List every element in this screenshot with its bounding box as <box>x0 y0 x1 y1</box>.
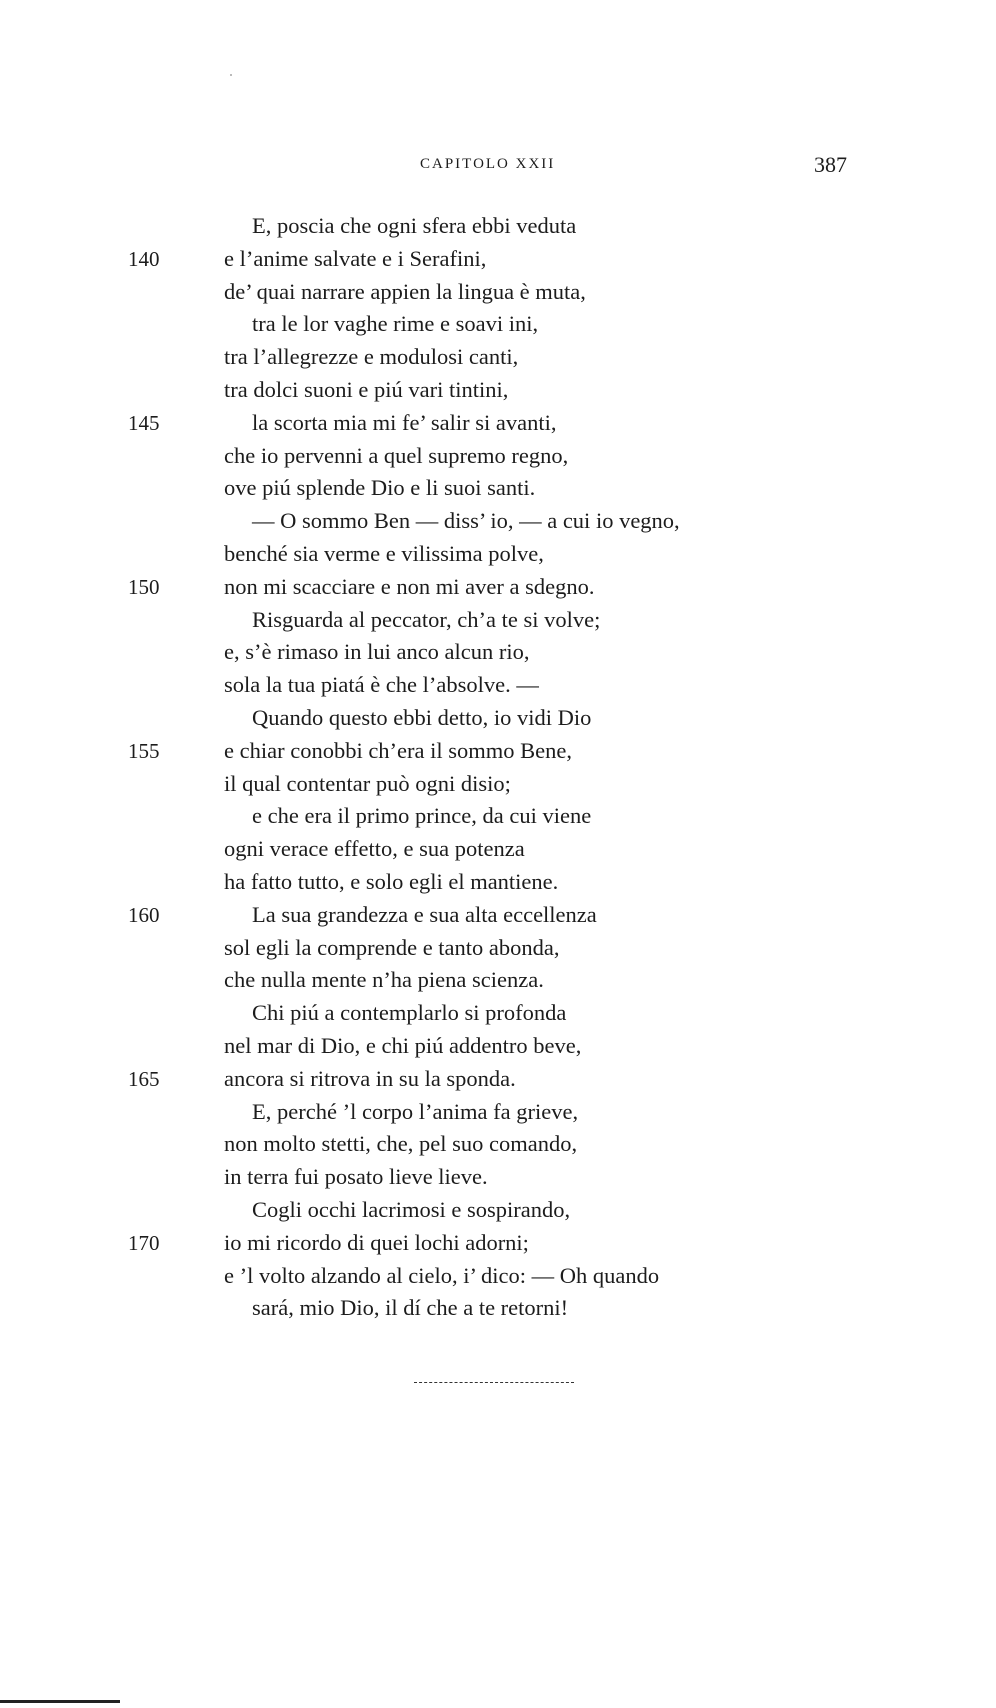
verse-line <box>0 1227 996 1260</box>
verse-line <box>0 932 996 965</box>
verse-text: sará, mio Dio, il dí che a te retorni! <box>252 1295 569 1321</box>
verse-text: E, poscia che ogni sfera ebbi veduta <box>252 213 577 238</box>
scan-speck <box>230 74 232 76</box>
line-number: 145 <box>128 410 160 435</box>
verse-text: e l’anime salvate e i Serafini, <box>224 245 487 271</box>
line-number: 140 <box>128 246 160 271</box>
verse-text: io mi ricordo di quei lochi adorni; <box>224 1229 529 1255</box>
verse-text: sol egli la comprende e tanto abonda, <box>224 934 560 960</box>
verse-text: che io pervenni a quel supremo regno, <box>224 442 569 468</box>
verse-text: benché sia verme e vilissima polve, <box>224 540 544 566</box>
verse-line <box>0 997 996 1030</box>
verse-line <box>0 604 996 637</box>
verse-line <box>0 1128 996 1161</box>
verse-text: tra le lor vaghe rime e soavi ini, <box>252 311 539 337</box>
verse-text: in terra fui posato lieve lieve. <box>224 1164 488 1190</box>
verse-line <box>0 210 996 243</box>
verse-line <box>0 440 996 473</box>
verse-text: Risguarda al peccator, ch’a te si volve; <box>252 606 601 632</box>
verse-text: che nulla mente n’ha piena scienza. <box>224 967 544 993</box>
verse-line <box>0 571 996 604</box>
verse-text: non molto stetti, che, pel suo comando, <box>224 1131 578 1157</box>
poem-text <box>0 210 996 1325</box>
verse-line <box>0 702 996 735</box>
verse-text: Cogli occhi lacrimosi e sospirando, <box>252 1196 571 1222</box>
verse-text: ha fatto tutto, e solo egli el mantiene. <box>224 868 559 894</box>
verse-line <box>0 866 996 899</box>
verse-text: Chi piú a contemplarlo si profonda <box>252 1000 567 1026</box>
verse-text: e ’l volto alzando al cielo, i’ dico: — Oh quando <box>224 1262 660 1288</box>
verse-line <box>0 1096 996 1129</box>
page-header <box>0 150 996 180</box>
line-number: 155 <box>128 738 160 763</box>
verse-line <box>0 1161 996 1194</box>
verse-line <box>0 1260 996 1293</box>
verse-line <box>0 341 996 374</box>
verse-text: de’ quai narrare appien la lingua è muta, <box>224 278 586 304</box>
verse-line <box>0 964 996 997</box>
verse-line <box>0 472 996 505</box>
verse-text: La sua grandezza e sua alta eccellenza <box>252 901 597 927</box>
verse-line <box>0 899 996 932</box>
line-number: 170 <box>128 1230 160 1255</box>
verse-line <box>0 669 996 702</box>
verse-text: ogni verace effetto, e sua potenza <box>224 836 525 862</box>
page-number: 387 <box>814 152 847 177</box>
verse-text: tra dolci suoni e piú vari tintini, <box>224 376 509 402</box>
verse-line <box>0 374 996 407</box>
chapter-title: CAPITOLO XXII <box>420 156 556 172</box>
verse-text: — O sommo Ben — diss’ io, — a cui io vegno, <box>252 508 680 534</box>
verse-line <box>0 505 996 538</box>
end-divider <box>414 1382 574 1383</box>
scan-edge-mark <box>0 1700 120 1703</box>
verse-line <box>0 800 996 833</box>
verse-text: il qual contentar può ogni disio; <box>224 770 511 796</box>
verse-text: ancora si ritrova in su la sponda. <box>224 1065 516 1091</box>
verse-line <box>0 243 996 276</box>
verse-line <box>0 308 996 341</box>
verse-line <box>0 833 996 866</box>
verse-text: nel mar di Dio, e chi piú addentro beve, <box>224 1032 582 1058</box>
verse-text: e, s’è rimaso in lui anco alcun rio, <box>224 639 530 665</box>
verse-text: Quando questo ebbi detto, io vidi Dio <box>252 704 592 730</box>
verse-line <box>0 1030 996 1063</box>
line-number: 165 <box>128 1066 160 1091</box>
verse-text: e che era il primo prince, da cui viene <box>252 803 592 829</box>
line-number: 160 <box>128 902 160 927</box>
verse-line <box>0 768 996 801</box>
verse-line <box>0 1063 996 1096</box>
verse-text: tra l’allegrezze e modulosi canti, <box>224 344 519 370</box>
verse-text: la scorta mia mi fe’ salir si avanti, <box>252 409 557 435</box>
verse-line <box>0 538 996 571</box>
line-number: 150 <box>128 574 160 599</box>
verse-line <box>0 276 996 309</box>
verse-text: sola la tua piatá è che l’absolve. — <box>224 672 539 698</box>
verse-line <box>0 636 996 669</box>
verse-text: non mi scacciare e non mi aver a sdegno. <box>224 573 595 599</box>
verse-text: E, perché ’l corpo l’anima fa grieve, <box>252 1098 579 1124</box>
verse-text: ove piú splende Dio e li suoi santi. <box>224 475 536 501</box>
verse-line <box>0 1194 996 1227</box>
verse-line <box>0 407 996 440</box>
verse-line <box>0 735 996 768</box>
verse-line <box>0 1292 996 1325</box>
verse-text: e chiar conobbi ch’era il sommo Bene, <box>224 737 573 763</box>
